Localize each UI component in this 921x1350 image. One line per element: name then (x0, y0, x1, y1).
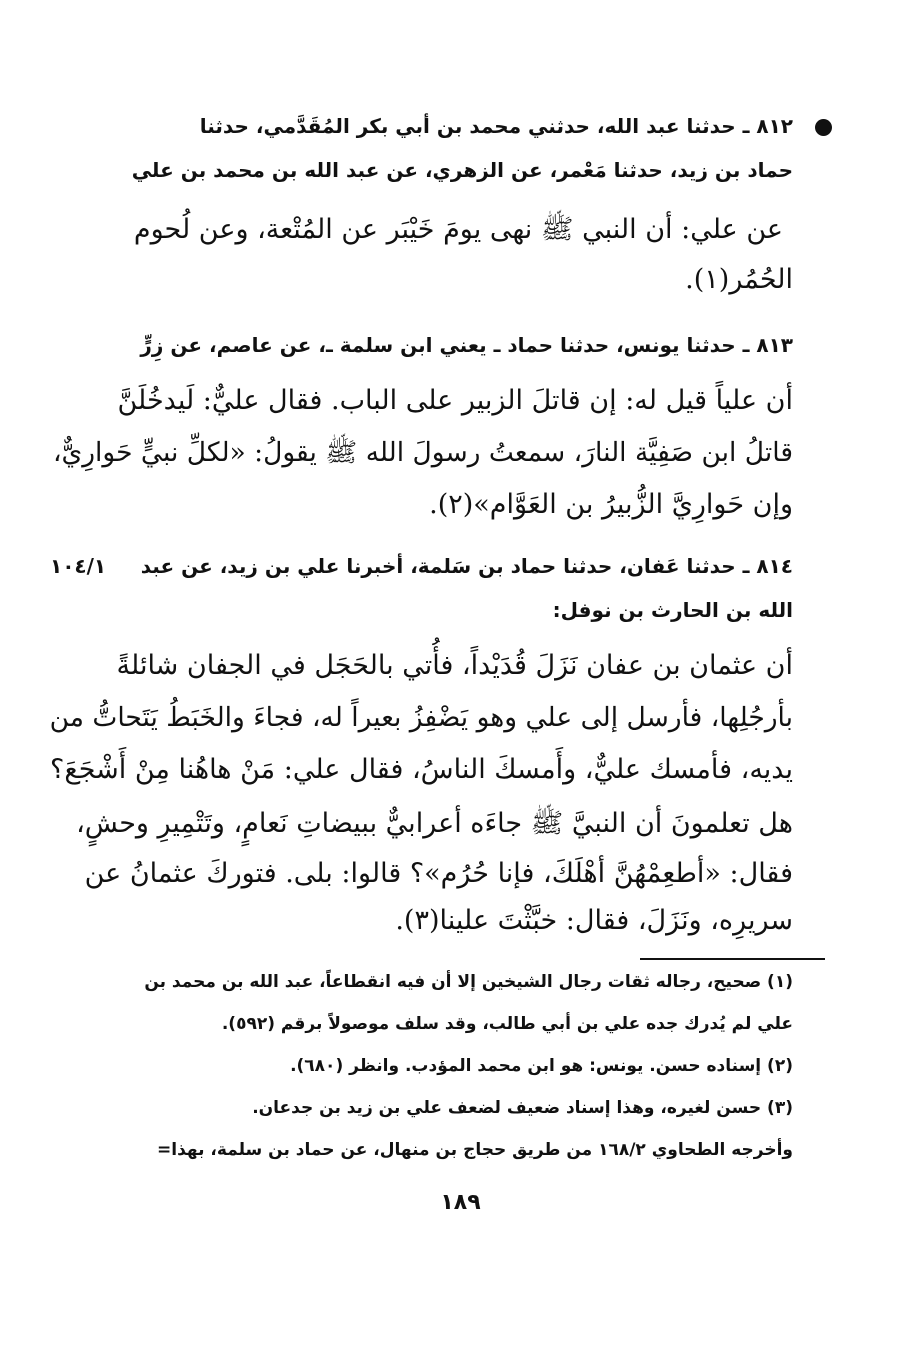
hadith-813-matn-line1: أن علياً قيل له: إن قاتلَ الزبير على الباب. فقال عليٌّ: لَيدخُلَنَّ (117, 385, 793, 416)
footnote-3-line1: (٣) حسن لغيره، وهذا إسناد ضعيف لضعف علي بن زيد بن جدعان. (252, 1098, 793, 1118)
hadith-814-matn-line1: أن عثمان بن عفان نَزَلَ قُدَيْداً، فأُتي بالحَجَل في الجفان شائلةً (116, 650, 793, 681)
footnote-separator (640, 958, 825, 960)
hadith-812-matn-line1: عن علي: أن النبي ﷺ نهى يومَ خَيْبَر عن المُتْعة، وعن لُحوم (133, 214, 783, 245)
hadith-814-matn-line5: فقال: «أطعِمْهُنَّ أهْلَكَ، فإنا حُرُم»؟ قالوا: بلى. فتوركَ عثمانُ عن (84, 858, 793, 889)
hadith-812-isnad-line1: ٨١٢ ـ حدثنا عبد الله، حدثني محمد بن أبي بكر المُقَدَّمي، حدثنا (199, 114, 793, 138)
hadith-812-matn-line2: الحُمُر(١). (685, 264, 793, 295)
hadith-814-matn-line4: هل تعلمونَ أن النبيَّ ﷺ جاءَه أعرابيٌّ ببيضاتِ نَعامٍ، وتَتْمِيرِ وحشٍ، (76, 808, 793, 839)
volume-page-reference: ١٠٤/١ (50, 554, 107, 578)
hadith-814-isnad-line2: الله بن الحارث بن نوفل: (552, 598, 793, 622)
hadith-814-matn-line2: بأرجُلِها، فأرسل إلى علي وهو يَضْفِزُ بعيراً له، فجاءَ والخَبَطُ يَتَحاتُّ من (49, 702, 793, 733)
footnote-2-line1: (٢) إسناده حسن. يونس: هو ابن محمد المؤدب. وانظر (٦٨٠). (290, 1056, 793, 1076)
page-number: ١٨٩ (440, 1190, 481, 1215)
hadith-813-matn-line3: وإن حَوارِيَّ الزُّبيرُ بن العَوَّام»(٢). (429, 489, 793, 520)
footnote-1-line1: (١) صحيح، رجاله ثقات رجال الشيخين إلا أن فيه انقطاعاً، عبد الله بن محمد بن (144, 972, 793, 992)
hadith-813-matn-line2: قاتلُ ابن صَفِيَّة النارَ، سمعتُ رسولَ الله ﷺ يقولُ: «لكلِّ نبيٍّ حَوارِيٌّ، (52, 437, 793, 468)
bullet-marker-icon (815, 119, 832, 136)
hadith-814-matn-line6: سريرِه، ونَزَلَ، فقال: خبَّثْتَ علينا(٣). (395, 905, 793, 936)
hadith-813-isnad-line1: ٨١٣ ـ حدثنا يونس، حدثنا حماد ـ يعني ابن سلمة ـ، عن عاصم، عن زِرٍّ (140, 333, 793, 357)
footnote-1-line2: علي لم يُدرك جده علي بن أبي طالب، وقد سلف موصولاً برقم (٥٩٢). (221, 1014, 793, 1034)
hadith-814-isnad-line1: ٨١٤ ـ حدثنا عَفان، حدثنا حماد بن سَلمة، أخبرنا علي بن زيد، عن عبد (140, 554, 793, 578)
hadith-814-matn-line3: يديه، فأمسك عليٌّ، وأَمسكَ الناسُ، فقال علي: مَنْ هاهُنا مِنْ أَشْجَعَ؟ (50, 754, 793, 785)
footnote-3-line2: وأخرجه الطحاوي ١٦٨/٢ من طريق حجاج بن منهال، عن حماد بن سلمة، بهذا= (157, 1140, 793, 1160)
hadith-812-isnad-line2: حماد بن زيد، حدثنا مَعْمر، عن الزهري، عن عبد الله بن محمد بن علي (131, 158, 793, 182)
